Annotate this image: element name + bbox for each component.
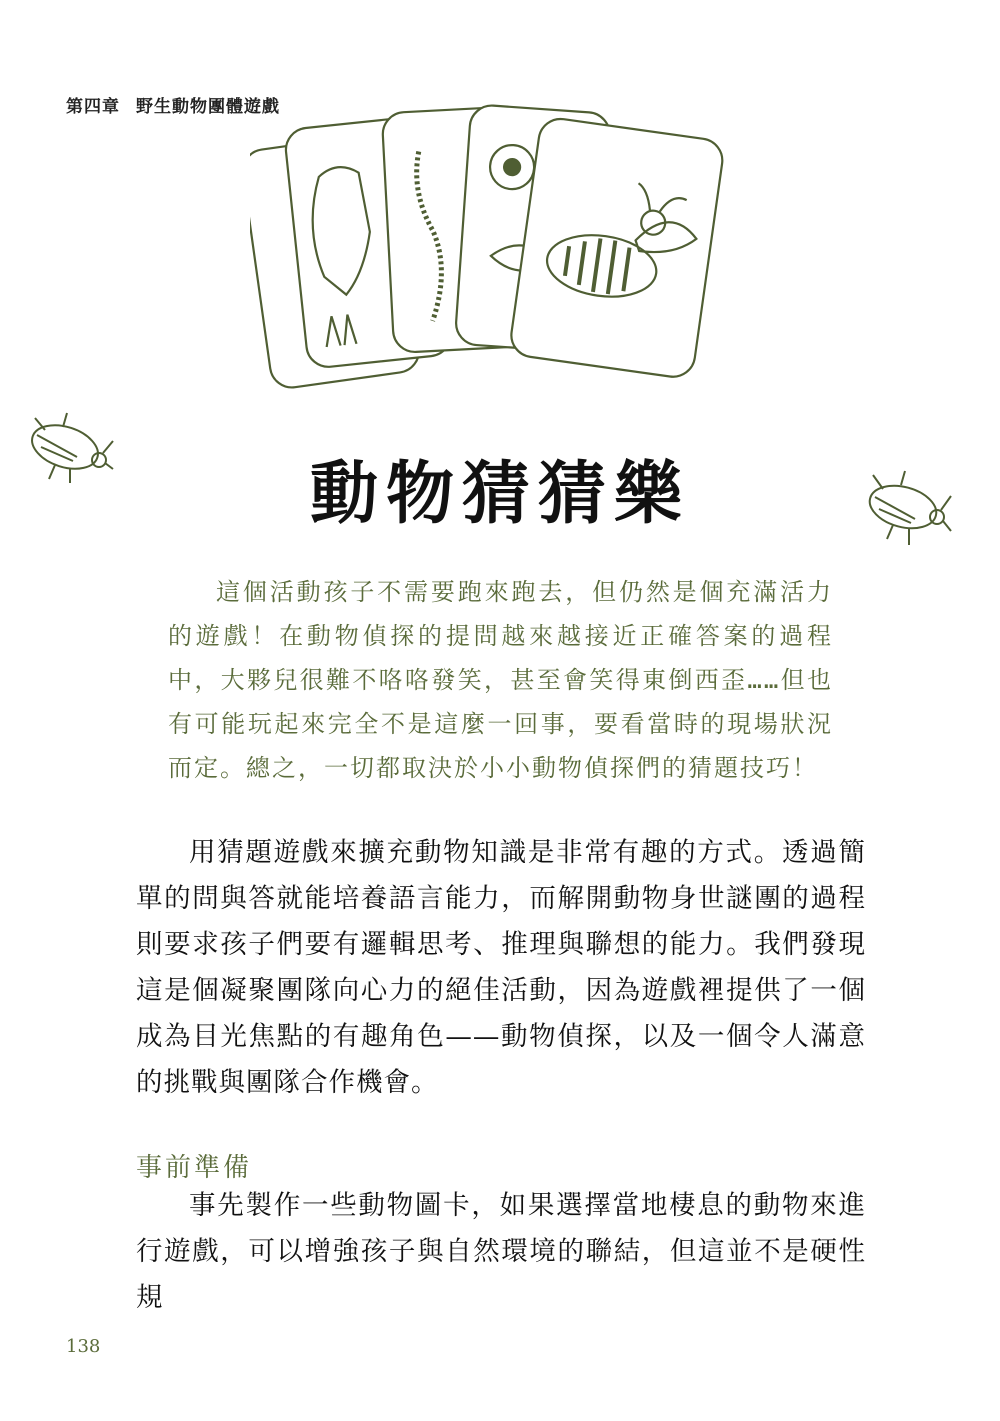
section-text: 事先製作一些動物圖卡，如果選擇當地棲息的動物來進行遊戲，可以增強孩子與自然環境的聯結，但這並不是硬性規 — [136, 1190, 866, 1313]
intro-text: 這個活動孩子不需要跑來跑去，但仍然是個充滿活力的遊戲！在動物偵探的提問越來越接近正確答案的過程中，大夥兒很難不咯咯發笑，甚至會笑得東倒西歪……但也有可能玩起來完全不是這麼一回事，要看當時的現場狀況而定。總之，一切都取決於小小動物偵探們的猜題技巧！ — [168, 578, 833, 782]
body-text: 用猜題遊戲來擴充動物知識是非常有趣的方式。透過簡單的問與答就能培養語言能力，而解開動物身世謎團的過程則要求孩子們要有邏輯思考、推理與聯想的能力。我們發現這是個凝聚團隊向心力的絕佳活動，因為遊戲裡提供了一個成為目光焦點的有趣角色——動物偵探，以及一個令人滿意的挑戰與團隊合作機會。 — [136, 837, 866, 1098]
animal-cards-illustration — [250, 90, 730, 420]
section-heading: 事前準備 — [136, 1153, 253, 1183]
page-title: 動物猜猜樂 — [309, 454, 690, 534]
chapter-title: 野生動物團體遊戲 — [136, 97, 280, 117]
section-paragraph — [136, 1183, 866, 1321]
chapter-header — [66, 92, 280, 117]
card-bee — [509, 116, 726, 379]
page-number: 138 — [66, 1336, 101, 1357]
chapter-number: 第四章 — [66, 97, 120, 117]
intro-paragraph — [168, 570, 833, 790]
body-paragraph — [136, 830, 866, 1106]
